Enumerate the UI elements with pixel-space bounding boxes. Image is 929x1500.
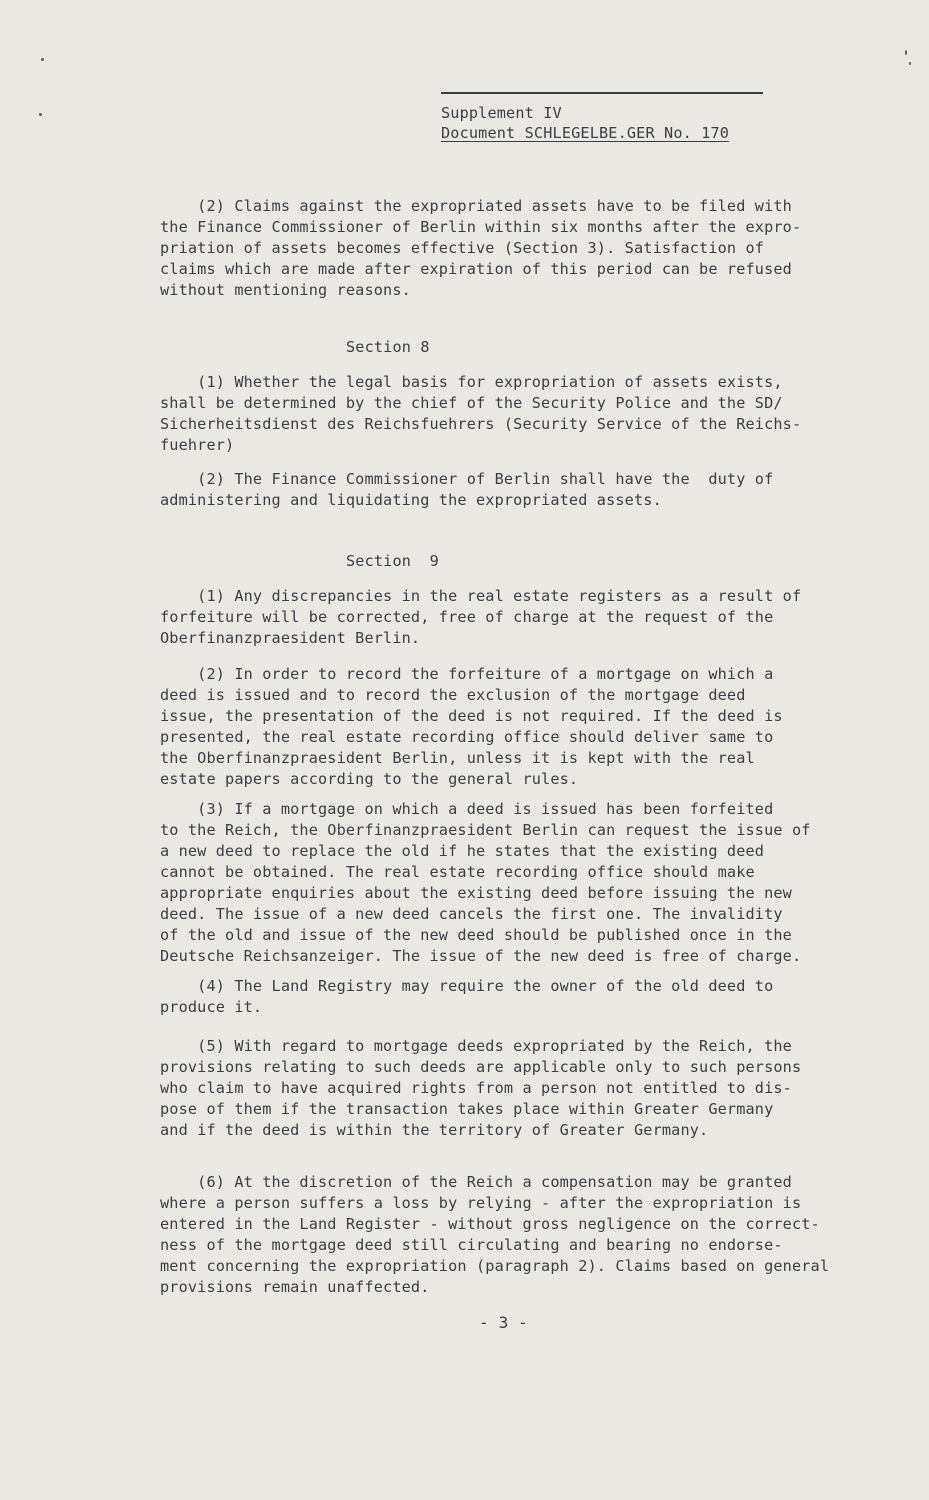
paper-speck xyxy=(905,50,907,55)
section8-paragraph-2: (2) The Finance Commissioner of Berlin shall have the duty of administering and liquidating the expropriated assets. xyxy=(160,470,774,509)
page-number: - 3 - xyxy=(479,1313,528,1332)
section9-paragraph-6: (6) At the discretion of the Reich a compensation may be granted where a person suffers a loss by relying - after the expropriation is entered in the Land Register - without gross negligence on the correct- ness of the mortgage deed still circulating and bearing no endorse- ment concerning the expropriation (paragraph 2). Claims based on general provisions remain unaffected. xyxy=(160,1173,830,1296)
document-number-label: Document SCHLEGELBE.GER No. 170 xyxy=(441,124,730,142)
section9-paragraph-5: (5) With regard to mortgage deeds expropriated by the Reich, the provisions relating to such deeds are applicable only to such persons who claim to have acquired rights from a person not entitled to dis- pose of them if the transaction takes place within Greater Germany and if the deed is within the territory of Greater Germany. xyxy=(160,1037,802,1139)
section7-paragraph-2: (2) Claims against the expropriated assets have to be filed with the Finance Commissioner of Berlin within six months after the expro- priation of assets becomes effective (Section 3). Satisfaction of claims which are made after expiration of this period can be refused without mentioning reasons. xyxy=(160,197,802,299)
supplement-label: Supplement IV xyxy=(441,104,562,122)
section8-paragraph-1: (1) Whether the legal basis for expropriation of assets exists, shall be determined by the chief of the Security Police and the SD/ Sicherheitsdienst des Reichsfuehrers (Security Service of the Reichs- fuehrer) xyxy=(160,373,802,454)
section-8-heading: Section 8 xyxy=(346,338,430,356)
paper-speck xyxy=(41,58,44,61)
document-reference-header xyxy=(441,92,763,143)
paper-speck xyxy=(909,62,911,65)
paper-speck xyxy=(39,113,42,116)
section9-paragraph-1: (1) Any discrepancies in the real estate registers as a result of forfeiture will be corrected, free of charge at the request of the Oberfinanzpraesident Berlin. xyxy=(160,587,802,647)
section9-paragraph-4: (4) The Land Registry may require the owner of the old deed to produce it. xyxy=(160,977,774,1016)
section-9-heading: Section 9 xyxy=(346,552,439,570)
section9-paragraph-3: (3) If a mortgage on which a deed is issued has been forfeited to the Reich, the Oberfinanzpraesident Berlin can request the issue of a new deed to replace the old if he states that the existing deed cannot be obtained. The real estate recording office should make appropriate enquiries about the existing deed before issuing the new deed. The issue of a new deed cancels the first one. The invalidity of the old and issue of the new deed should be published once in the Deutsche Reichsanzeiger. The issue of the new deed is free of charge. xyxy=(160,800,811,965)
section9-paragraph-2: (2) In order to record the forfeiture of a mortgage on which a deed is issued and to record the exclusion of the mortgage deed issue, the presentation of the deed is not required. If the deed is presented, the real estate recording office should deliver same to the Oberfinanzpraesident Berlin, unless it is kept with the real estate papers according to the general rules. xyxy=(160,665,783,788)
